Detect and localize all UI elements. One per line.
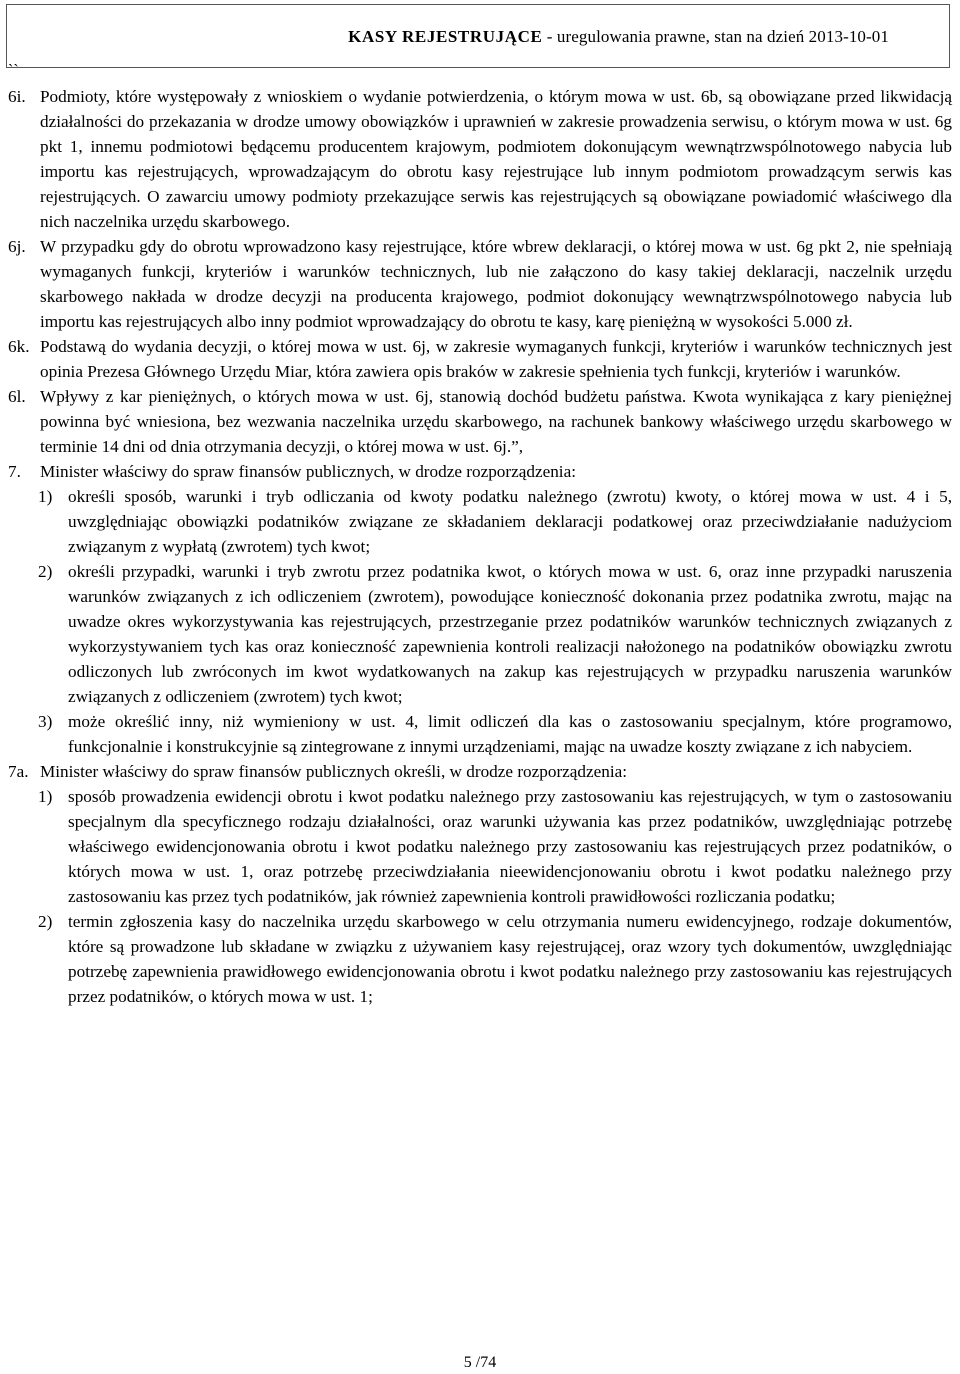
document-body	[8, 84, 952, 1009]
paragraph-6j	[8, 234, 952, 334]
paragraph-7a-item-1	[8, 784, 952, 909]
item-number: 3)	[38, 712, 53, 731]
paragraph-text: Minister właściwy do spraw finansów publicznych, w drodze rozporządzenia:	[40, 462, 576, 481]
paragraph-6l	[8, 384, 952, 459]
paragraph-7-item-2	[8, 559, 952, 709]
paragraph-text: Podstawą do wydania decyzji, o której mowa w ust. 6j, w zakresie wymaganych funkcji, kryteriów i warunków technicznych jest opinia Prezesa Głównego Urzędu Miar, która zawiera opis braków w zakresie spełnienia tych funkcji, kryteriów i warunków.	[40, 337, 952, 381]
item-number: 2)	[38, 562, 53, 581]
item-text: sposób prowadzenia ewidencji obrotu i kwot podatku należnego przy zastosowaniu kas rejestrujących, w tym o zastosowaniu specjalnym dla specyficznego rodzaju działalności, oraz warunki używania kas przez podatników, uwzględniając potrzebę właściwego ewidencjonowania obrotu i kwot podatku należnego przy zastosowaniu kas rejestrujących przez podatników, o których mowa w ust. 1, oraz potrzebę przeciwdziałania nieewidencjonowaniu obrotu i kwot podatku należnego przy zastosowaniu kas przez tych podatników, jak również zapewnienia kontroli prawidłowości rozliczania podatku;	[68, 787, 952, 906]
paragraph-7a-item-2	[8, 909, 952, 1009]
paragraph-number: 7a.	[8, 762, 29, 781]
paragraph-number: 6i.	[8, 87, 26, 106]
page-header	[6, 4, 950, 68]
paragraph-7-item-3	[8, 709, 952, 759]
item-text: określi sposób, warunki i tryb odliczania od kwoty podatku należnego (zwrotu) kwoty, o której mowa w ust. 4 i 5, uwzględniając obowiązki podatników związane ze składaniem deklaracji podatkowej oraz przeciwdziałanie nadużyciom związanym z wypłatą (zwrotem) tych kwot;	[68, 487, 952, 556]
paragraph-text: W przypadku gdy do obrotu wprowadzono kasy rejestrujące, które wbrew deklaracji, o której mowa w ust. 6g pkt 2, nie spełniają wymaganych funkcji, kryteriów i warunków technicznych, lub nie załączono do kasy takiej deklaracji, naczelnik urzędu skarbowego nakłada w drodze decyzji na producenta krajowego, podmiot dokonujący wewnątrzwspólnotowego nabycia lub importu kas rejestrujących albo inny podmiot wprowadzający do obrotu te kasy, karę pieniężną w wysokości 5.000 zł.	[40, 237, 952, 331]
header-subtitle: - uregulowania prawne, stan na dzień 2013-10-01	[542, 27, 889, 46]
paragraph-text: Wpływy z kar pieniężnych, o których mowa w ust. 6j, stanowią dochód budżetu państwa. Kwota wynikająca z kary pieniężnej powinna być wniesiona, bez wezwania naczelnika urzędu skarbowego, na rachunek bankowy właściwego urzędu skarbowego w terminie 14 dni od dnia otrzymania decyzji, o której mowa w ust. 6j.”,	[40, 387, 952, 456]
paragraph-text: Podmioty, które występowały z wnioskiem o wydanie potwierdzenia, o którym mowa w ust. 6b, są obowiązane przed likwidacją działalności do przekazania w drodze umowy obowiązków i uprawnień w zakresie prowadzenia serwisu, o którym mowa w ust. 6g pkt 1, innemu podmiotowi będącemu producentem krajowym, podmiotem dokonującym wewnątrzwspólnotowego nabycia lub importu kas rejestrujących, wprowadzającym do obrotu kasy rejestrujące lub innym podmiotom prowadzącym serwis kas rejestrujących. O zawarciu umowy podmioty przekazujące serwis kas rejestrujących są obowiązane powiadomić właściwego dla nich naczelnika urzędu skarbowego.	[40, 87, 952, 231]
item-number: 1)	[38, 487, 53, 506]
paragraph-number: 7.	[8, 462, 21, 481]
item-number: 1)	[38, 787, 53, 806]
paragraph-number: 6l.	[8, 387, 26, 406]
paragraph-6i	[8, 84, 952, 234]
header-text	[348, 27, 889, 47]
paragraph-6k	[8, 334, 952, 384]
item-number: 2)	[38, 912, 53, 931]
stray-marker: ``	[8, 62, 19, 79]
paragraph-number: 6j.	[8, 237, 26, 256]
item-text: określi przypadki, warunki i tryb zwrotu przez podatnika kwot, o których mowa w ust. 6, oraz inne przypadki naruszenia warunków związanych z ich odliczeniem (zwrotem), powodujące konieczność dokonania przez podatnika zwrotu, mając na uwadze okres wykorzystywania kas rejestrujących, przestrzeganie przez podatników warunków technicznych związanych z wykorzystywaniem tych kas oraz konieczność zapewnienia kontroli realizacji nałożonego na podatników obowiązku zwrotu odliczonych lub zwróconych im kwot wydatkowanych na zakup kas rejestrujących w przypadku naruszenia warunków związanych z odliczeniem (zwrotem) tych kwot;	[68, 562, 952, 706]
paragraph-7-item-1	[8, 484, 952, 559]
paragraph-7a	[8, 759, 952, 784]
paragraph-7	[8, 459, 952, 484]
paragraph-text: Minister właściwy do spraw finansów publicznych określi, w drodze rozporządzenia:	[40, 762, 628, 781]
page-number: 5 /74	[463, 1354, 497, 1371]
item-text: termin zgłoszenia kasy do naczelnika urzędu skarbowego w celu otrzymania numeru ewidencyjnego, rodzaje dokumentów, które są prowadzone lub składane w związku z używaniem kasy rejestrującej, oraz wzory tych dokumentów, uwzględniając potrzebę zapewnienia prawidłowego ewidencjonowania obrotu i kwot podatku należnego przy zastosowaniu kas rejestrujących przez podatników, o których mowa w ust. 1;	[68, 912, 952, 1006]
paragraph-number: 6k.	[8, 337, 30, 356]
header-title: KASY REJESTRUJĄCE	[348, 27, 543, 46]
item-text: może określić inny, niż wymieniony w ust. 4, limit odliczeń dla kas o zastosowaniu specjalnym, które programowo, funkcjonalnie i konstrukcyjnie są zintegrowane z innymi urządzeniami, mając na uwadze koszty związane z ich nabyciem.	[68, 712, 952, 756]
